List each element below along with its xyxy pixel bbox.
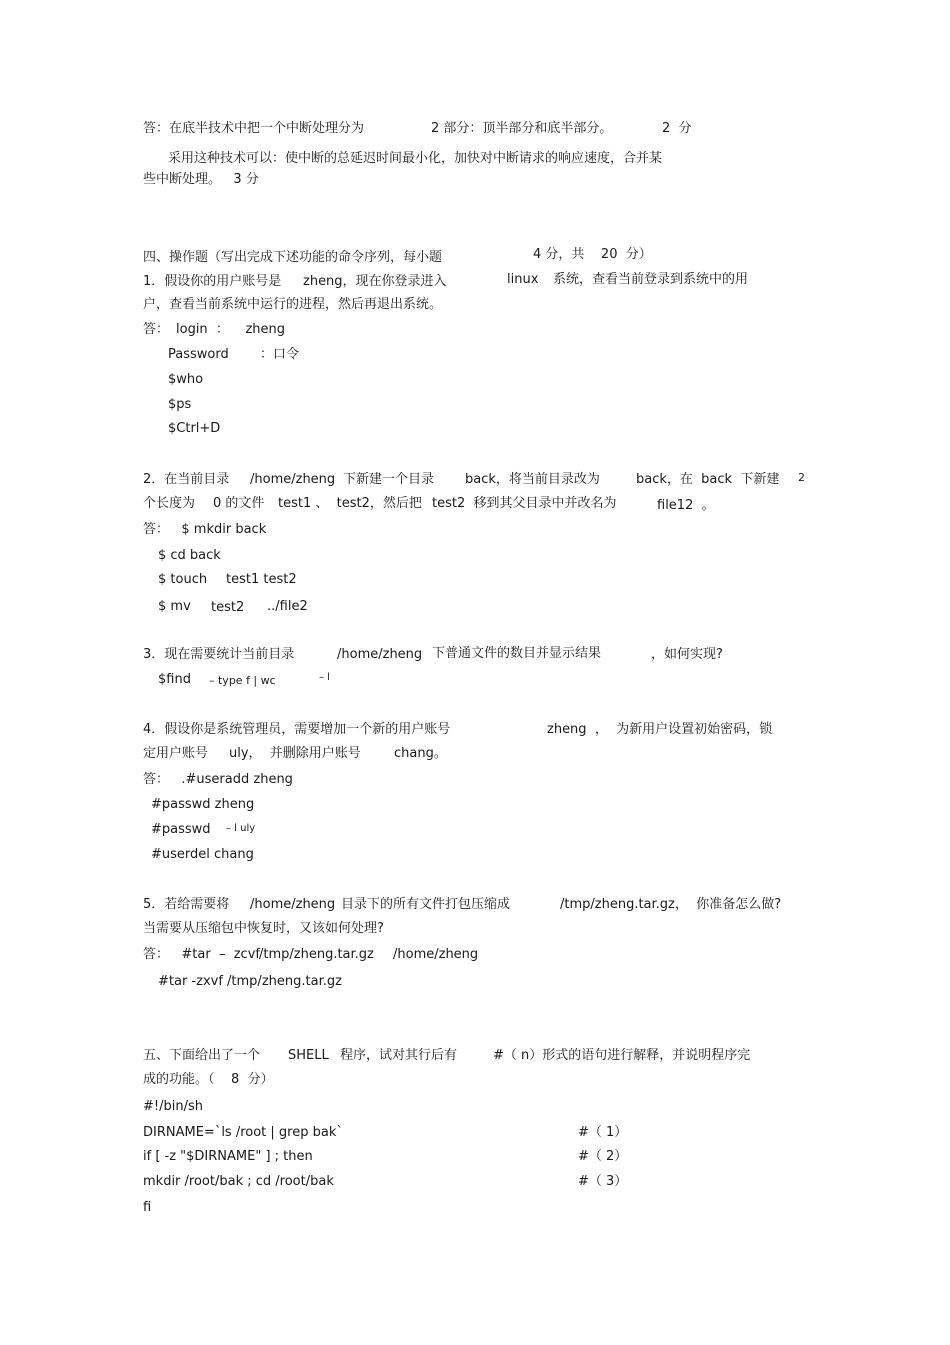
question-text: ，如何实现?: [651, 647, 723, 662]
question-text: 系统，查看当前登录到系统中的用: [553, 272, 749, 287]
question-text: 2: [798, 471, 805, 484]
command-line: $ mv: [158, 599, 191, 614]
code-line: if [ -z "$DIRNAME" ] ; then: [143, 1149, 313, 1164]
question-text: 3．现在需要统计当前目录: [143, 647, 295, 662]
question-text: test2 移到其父目录中并改名为: [432, 496, 617, 511]
command-line: $ touch: [158, 572, 208, 587]
section-heading: 成的功能。（ 8 分）: [143, 1072, 274, 1087]
question-text: 定用户账号: [143, 746, 209, 761]
section-heading-score: 4 分，共 20 分）: [533, 247, 652, 262]
code-comment: #（ 1）: [578, 1125, 628, 1140]
question-text: 0 的文件: [213, 496, 265, 511]
answer-line: 采用这种技术可以：使中断的总延迟时间最小化，加快对中断请求的响应速度，合并某: [168, 151, 663, 166]
section-heading: 程序，试对其行后有: [340, 1048, 458, 1063]
command-line: – type f | wc: [209, 674, 276, 687]
command-line: 答： $ mkdir back: [143, 522, 267, 537]
question-text: ， 你准备怎么做?: [675, 897, 782, 912]
section-heading: 五、下面给出了一个: [143, 1048, 261, 1063]
section-heading: 四、操作题（写出完成下述功能的命令序列，每小题: [143, 250, 443, 265]
question-text: 目录下的所有文件打包压缩成: [341, 897, 511, 912]
command-line: 答： .#useradd zheng: [143, 772, 293, 787]
command-line: – l: [319, 672, 330, 683]
code-comment: #（ 2）: [578, 1149, 628, 1164]
question-text: linux: [507, 272, 539, 287]
code-line: #!/bin/sh: [143, 1099, 203, 1114]
question-text: 2．在当前目录: [143, 472, 230, 487]
command-line: ../file2: [267, 599, 308, 614]
question-text: 4．假设你是系统管理员，需要增加一个新的用户账号: [143, 722, 451, 737]
question-text: /home/zheng: [250, 897, 336, 912]
command-line: $Ctrl+D: [168, 421, 221, 436]
command-line: $who: [168, 372, 204, 387]
question-text: 1．假设你的用户账号是: [143, 274, 282, 289]
code-line: fi: [143, 1200, 152, 1215]
command-line: $find: [158, 672, 191, 687]
answer-line-part: 2 部分：顶半部分和底半部分。: [431, 121, 613, 136]
question-text: uly， 并删除用户账号: [229, 746, 361, 761]
command-line: – l uly: [226, 823, 256, 834]
question-text: 个长度为: [143, 496, 196, 511]
answer-line: 些中断处理。 3 分: [143, 172, 259, 187]
command-line: $ps: [168, 397, 192, 412]
question-text: 当需要从压缩包中恢复时，又该如何处理?: [143, 921, 384, 936]
question-text: 户，查看当前系统中运行的进程，然后再退出系统。: [143, 297, 443, 312]
answer-line: 答：在底半技术中把一个中断处理分为: [143, 121, 365, 136]
question-text: test1 、 test2，然后把: [278, 496, 422, 511]
command-line: test2: [211, 600, 245, 615]
question-text: zheng ， 为新用户设置初始密码，锁: [547, 722, 773, 737]
command-line: $ cd back: [158, 548, 221, 563]
question-text: 5．若给需要将: [143, 897, 230, 912]
command-line: /home/zheng: [393, 947, 479, 962]
command-line: #passwd zheng: [151, 797, 255, 812]
section-heading: #（ n）形式的语句进行解释，并说明程序完: [493, 1048, 751, 1063]
question-text: 下普通文件的数目并显示结果: [432, 646, 602, 661]
question-text: /home/zheng: [250, 472, 336, 487]
code-line: mkdir /root/bak ; cd /root/bak: [143, 1174, 334, 1189]
question-text: file12 。: [657, 498, 715, 513]
command-line: 答： #tar – zcvf: [143, 947, 260, 962]
command-line: #passwd: [151, 822, 211, 837]
code-line: DIRNAME=`ls /root | grep bak`: [143, 1125, 343, 1140]
question-text: chang。: [394, 746, 447, 761]
score-text: 2 分: [662, 121, 692, 136]
command-line: ：口令: [260, 347, 300, 362]
command-line: #userdel chang: [151, 847, 254, 862]
question-text: zheng，现在你登录进入: [303, 274, 447, 289]
command-line: test1 test2: [226, 572, 297, 587]
question-text: back，将当前目录改为: [465, 472, 600, 487]
question-text: 下新建一个目录: [343, 472, 435, 487]
answer-label: 答：: [143, 322, 170, 337]
question-text: /home/zheng: [337, 647, 423, 662]
question-text: back，在 back 下新建: [636, 472, 780, 487]
command-line: Password: [168, 347, 229, 362]
question-text: /tmp/zheng.tar.gz: [560, 897, 675, 912]
code-comment: #（ 3）: [578, 1174, 628, 1189]
command-line: /tmp/zheng.tar.gz: [259, 947, 374, 962]
command-line: login ： zheng: [176, 322, 286, 337]
command-line: #tar -zxvf /tmp/zheng.tar.gz: [158, 974, 342, 989]
section-heading: SHELL: [288, 1048, 329, 1063]
